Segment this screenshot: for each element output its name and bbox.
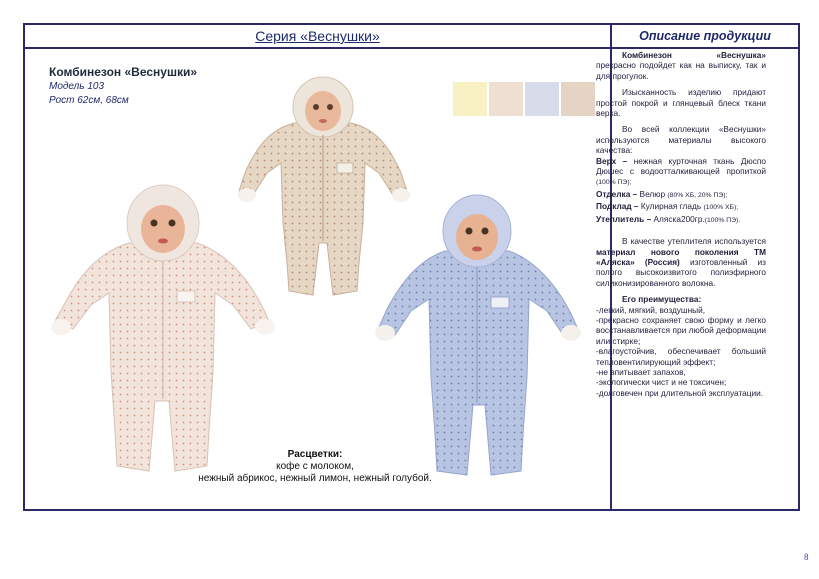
desc-p2: Изысканность изделию придают простой покрой и глянцевый блеск ткани верха.: [596, 87, 766, 119]
header-divider: [25, 47, 798, 49]
colors-block: [145, 449, 485, 485]
desc-p4-a: В качестве утеплителя используется: [622, 236, 766, 247]
description-text: [596, 50, 766, 398]
advantage-item: -легкий, мягкий, воздушный,: [596, 304, 706, 315]
insul-comp: (100% ПЭ).: [704, 216, 741, 224]
top-comp: (100% ПЭ);: [596, 179, 632, 187]
desc-p4-c: изготовленный из полого высокоизвитого полиэфирного силиконизированного волокна.: [596, 256, 766, 288]
advantage-item: -прекрасно сохраняет свою форму и легко восстанавливается при любой деформации или стирке;: [596, 314, 766, 346]
trim-comp: (80% ХБ, 20% ПЭ);: [667, 191, 728, 199]
lining-text: Кулирная гладь: [638, 201, 704, 212]
colors-heading: Расцветки:: [287, 449, 343, 460]
advantage-item: -долговечен при длительной эксплуатации.: [596, 387, 764, 398]
top-label: Верх –: [596, 155, 628, 166]
insul-label: Утеплитель –: [596, 213, 652, 224]
trim-text: Велюр: [637, 188, 668, 199]
page-number: 8: [804, 552, 809, 562]
product-size: Рост 62см, 68см: [49, 95, 129, 106]
desc-p3: Во всей коллекции «Веснушки» используются материалы высокого качества:: [596, 124, 766, 156]
jumpsuit-apricot-image: [47, 181, 277, 481]
advantage-item: -экологически чист и не токсичен;: [596, 377, 727, 388]
desc-p1-bold: Комбинезон «Веснушка»: [622, 50, 766, 60]
swatch-coffee: [561, 82, 595, 116]
insul-text: Аляска200гр.: [651, 213, 705, 224]
advantage-item: -влагоустойчив, обеспечивает больший тепловентилирующий эффект;: [596, 346, 766, 367]
jumpsuit-blue-image: [371, 191, 583, 483]
trim-label: Отделка –: [596, 188, 638, 199]
advantages-heading: Его преимущества:: [622, 294, 702, 305]
top-text: нежная курточная ткань Дюспо Дюшес с водоотталкивающей пропиткой: [596, 155, 766, 177]
advantage-item: -не впитывает запахов,: [596, 366, 686, 377]
swatch-lemon: [453, 82, 487, 116]
swatch-blue: [525, 82, 559, 116]
series-title: Серия «Веснушки»: [255, 28, 380, 44]
product-name: Комбинезон «Веснушки»: [49, 65, 198, 79]
description-title: Описание продукции: [639, 29, 771, 43]
advantages-list: [596, 305, 766, 399]
desc-p1-rest: прекрасно подойдет как на выписку, так и для прогулок.: [596, 60, 766, 81]
lining-label: Подклад –: [596, 201, 639, 212]
colors-line-1: кофе с молоком,: [276, 461, 354, 472]
lining-comp: (100% ХБ);: [703, 204, 739, 212]
swatch-apricot: [489, 82, 523, 116]
colors-line-2: нежный абрикос, нежный лимон, нежный голубой.: [198, 473, 432, 484]
desc-p4-b: материал нового поколения ТМ «Аляска» (Россия): [596, 246, 766, 267]
product-model: Модель 103: [49, 81, 105, 92]
